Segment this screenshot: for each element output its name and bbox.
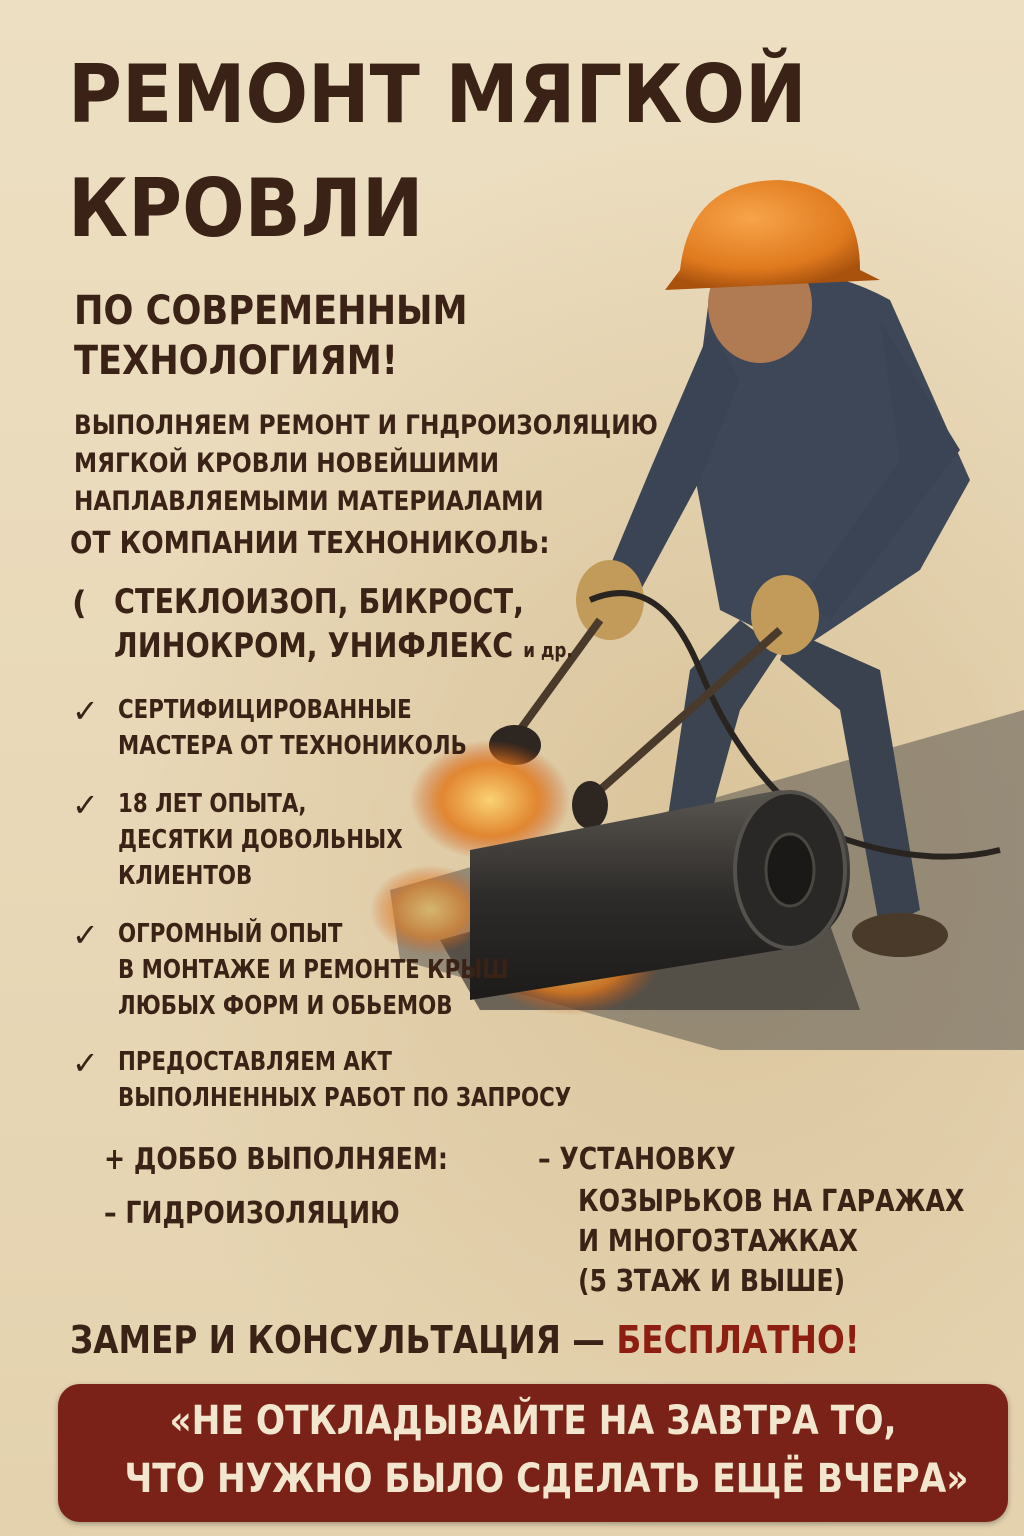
check-icon: ✓ xyxy=(72,916,99,954)
feature-1-line-1: СЕРТИФИЦИРОВАННЫЕ xyxy=(118,695,412,725)
free-prefix: ЗАМЕР И КОНСУЛЬТАЦИЯ — xyxy=(70,1318,617,1362)
intro-line-1: ВЫПОЛНЯЕМ РЕМОНТ И ГНДРОИЗОЛЯЦИЮ xyxy=(74,410,658,441)
quote-banner xyxy=(58,1384,1008,1522)
intro-line-2: МЯГКОЙ КРОВЛИ НОВЕЙШИМИ xyxy=(74,448,500,479)
materials-marker: ( xyxy=(72,584,87,622)
feature-3 xyxy=(118,916,509,1024)
check-icon: ✓ xyxy=(72,692,99,730)
feature-4 xyxy=(118,1044,571,1116)
extras-right-3: И МНОГОЗТАЖКАХ xyxy=(578,1224,858,1259)
intro-line-3: НАПЛАВЛЯЕМЫМИ МАТЕРИАЛАМИ xyxy=(74,486,544,517)
extras-left-2: – ГИДРОИЗОЛЯЦИЮ xyxy=(104,1196,400,1231)
feature-3-line-1: ОГРОМНЫЙ ОПЫТ xyxy=(118,919,343,949)
materials-line-2-text: ЛИНОКРОМ, УНИФЛЕКС xyxy=(114,626,514,666)
extras-left-1: + ДОББО ВЫПОЛНЯЕМ: xyxy=(104,1142,448,1177)
feature-1 xyxy=(118,692,467,764)
materials-line-2 xyxy=(114,626,573,666)
materials-line-1: СТЕКЛОИЗОП, БИКРОСТ, xyxy=(114,582,524,622)
extras-right-4: (5 ЗТАЖ И ВЫШЕ) xyxy=(578,1264,846,1299)
feature-1-line-2: МАСТЕРА ОТ ТЕХНОНИКОЛЬ xyxy=(118,731,467,761)
title-line-2: КРОВЛИ xyxy=(68,162,424,255)
feature-2-line-1: 18 ЛЕТ ОПЫТА, xyxy=(118,789,307,819)
feature-3-line-2: В МОНТАЖЕ И РЕМОНТЕ КРЫШ xyxy=(118,955,509,985)
feature-2 xyxy=(118,786,403,894)
quote-line-2: ЧТО НУЖНО БЫЛО СДЕЛАТЬ ЕЩЁ ВЧЕРА» xyxy=(124,1456,969,1502)
free-highlight: БЕСПЛАТНО! xyxy=(616,1318,860,1362)
subtitle-line-1: ПО СОВРЕМЕННЫМ xyxy=(74,288,468,334)
feature-2-line-2: ДЕСЯТКИ ДОВОЛЬНЫХ xyxy=(118,825,403,855)
subtitle-line-2: ТЕХНОЛОГИЯМ! xyxy=(74,338,398,384)
extras-right-2: КОЗЫРЬКОВ НА ГАРАЖАХ xyxy=(578,1184,965,1219)
intro-line-4: ОТ КОМПАНИИ ТЕХНОНИКОЛЬ: xyxy=(70,526,550,561)
title-line-1: РЕМОНТ МЯГКОЙ xyxy=(68,48,807,141)
free-consultation xyxy=(70,1318,860,1362)
materials-suffix: и др. xyxy=(523,638,573,662)
quote-line-1: «НЕ ОТКЛАДЫВАЙТЕ НА ЗАВТРА ТО, xyxy=(169,1398,897,1444)
feature-4-line-1: ПРЕДОСТАВЛЯЕМ АКТ xyxy=(118,1047,392,1077)
feature-2-line-3: КЛИЕНТОВ xyxy=(118,861,253,891)
check-icon: ✓ xyxy=(72,1044,99,1082)
feature-4-line-2: ВЫПОЛНЕННЫХ РАБОТ ПО ЗАПРОСУ xyxy=(118,1083,572,1113)
feature-3-line-3: ЛЮБЫХ ФОРМ И ОБЬЕМОВ xyxy=(118,991,453,1021)
extras-right-1: – УСТАНОВКУ xyxy=(538,1142,736,1177)
check-icon: ✓ xyxy=(72,786,99,824)
